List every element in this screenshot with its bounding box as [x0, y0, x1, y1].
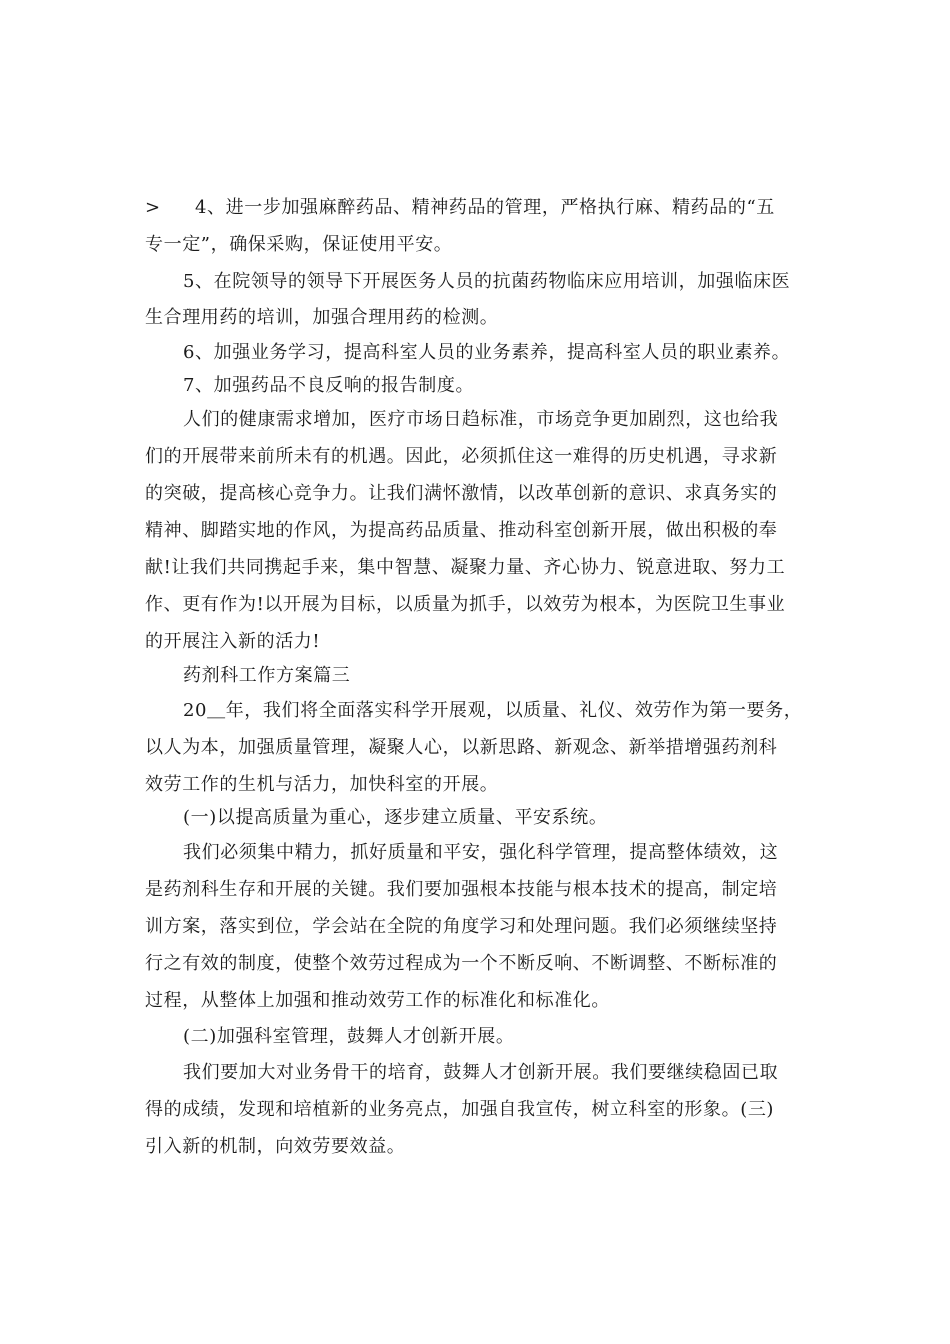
text-line: 行之有效的制度，使整个效劳过程成为一个不断反响、不断调整、不断标准的	[145, 953, 778, 974]
text-line: 我们必须集中精力，抓好质量和平安，强化科学管理，提高整体绩效，这	[183, 842, 779, 863]
text-line: 的突破，提高核心竞争力。让我们满怀激情，以改革创新的意识、求真务实的	[145, 483, 778, 504]
text-line: 以人为本，加强质量管理，凝聚人心，以新思路、新观念、新举措增强药剂科	[145, 737, 778, 758]
text-line: 生合理用药的培训，加强合理用药的检测。	[145, 307, 499, 328]
text-line: 训方案，落实到位，学会站在全院的角度学习和处理问题。我们必须继续坚持	[145, 916, 778, 937]
text-line: 20＿年，我们将全面落实科学开展观，以质量、礼仪、效劳作为第一要务，	[183, 700, 803, 721]
text-line: 们的开展带来前所未有的机遇。因此，必须抓住这一难得的历史机遇，寻求新	[145, 446, 778, 467]
text-line: 6、加强业务学习，提高科室人员的业务素养，提高科室人员的职业素养。	[183, 342, 791, 363]
text-line: 引入新的机制，向效劳要效益。	[145, 1136, 406, 1157]
text-line: 效劳工作的生机与活力，加快科室的开展。	[145, 774, 499, 795]
text-line: 是药剂科生存和开展的关键。我们要加强根本技能与根本技术的提高，制定培	[145, 879, 778, 900]
text-line: 7、加强药品不良反响的报告制度。	[183, 375, 475, 396]
text-line: 专一定”，确保采购，保证使用平安。	[145, 234, 453, 255]
text-line: 人们的健康需求增加，医疗市场日趋标准，市场竞争更加剧烈，这也给我	[183, 409, 779, 430]
text-line: 4、进一步加强麻醉药品、精神药品的管理，严格执行麻、精药品的“五	[195, 197, 775, 218]
text-line: 作、更有作为!以开展为目标，以质量为抓手，以效劳为根本，为医院卫生事业	[145, 594, 786, 615]
text-line: 精神、脚踏实地的作风，为提高药品质量、推动科室创新开展，做出积极的奉	[145, 520, 778, 541]
subsection-heading: (二)加强科室管理，鼓舞人才创新开展。	[183, 1026, 515, 1047]
text-line: 过程，从整体上加强和推动效劳工作的标准化和标准化。	[145, 990, 610, 1011]
text-line: 献!让我们共同携起手来，集中智慧、凝聚力量、齐心协力、锐意进取、努力工	[145, 557, 786, 578]
bullet-marker: >	[145, 197, 161, 218]
text-line: 5、在院领导的领导下开展医务人员的抗菌药物临床应用培训，加强临床医	[183, 271, 791, 292]
subsection-heading: (一)以提高质量为重心，逐步建立质量、平安系统。	[183, 807, 608, 828]
section-heading: 药剂科工作方案篇三	[183, 665, 351, 686]
text-line: 的开展注入新的活力!	[145, 631, 321, 652]
text-line: 我们要加大对业务骨干的培育，鼓舞人才创新开展。我们要继续稳固已取	[183, 1062, 779, 1083]
text-line: 得的成绩，发现和培植新的业务亮点，加强自我宣传，树立科室的形象。(三)	[145, 1099, 775, 1120]
